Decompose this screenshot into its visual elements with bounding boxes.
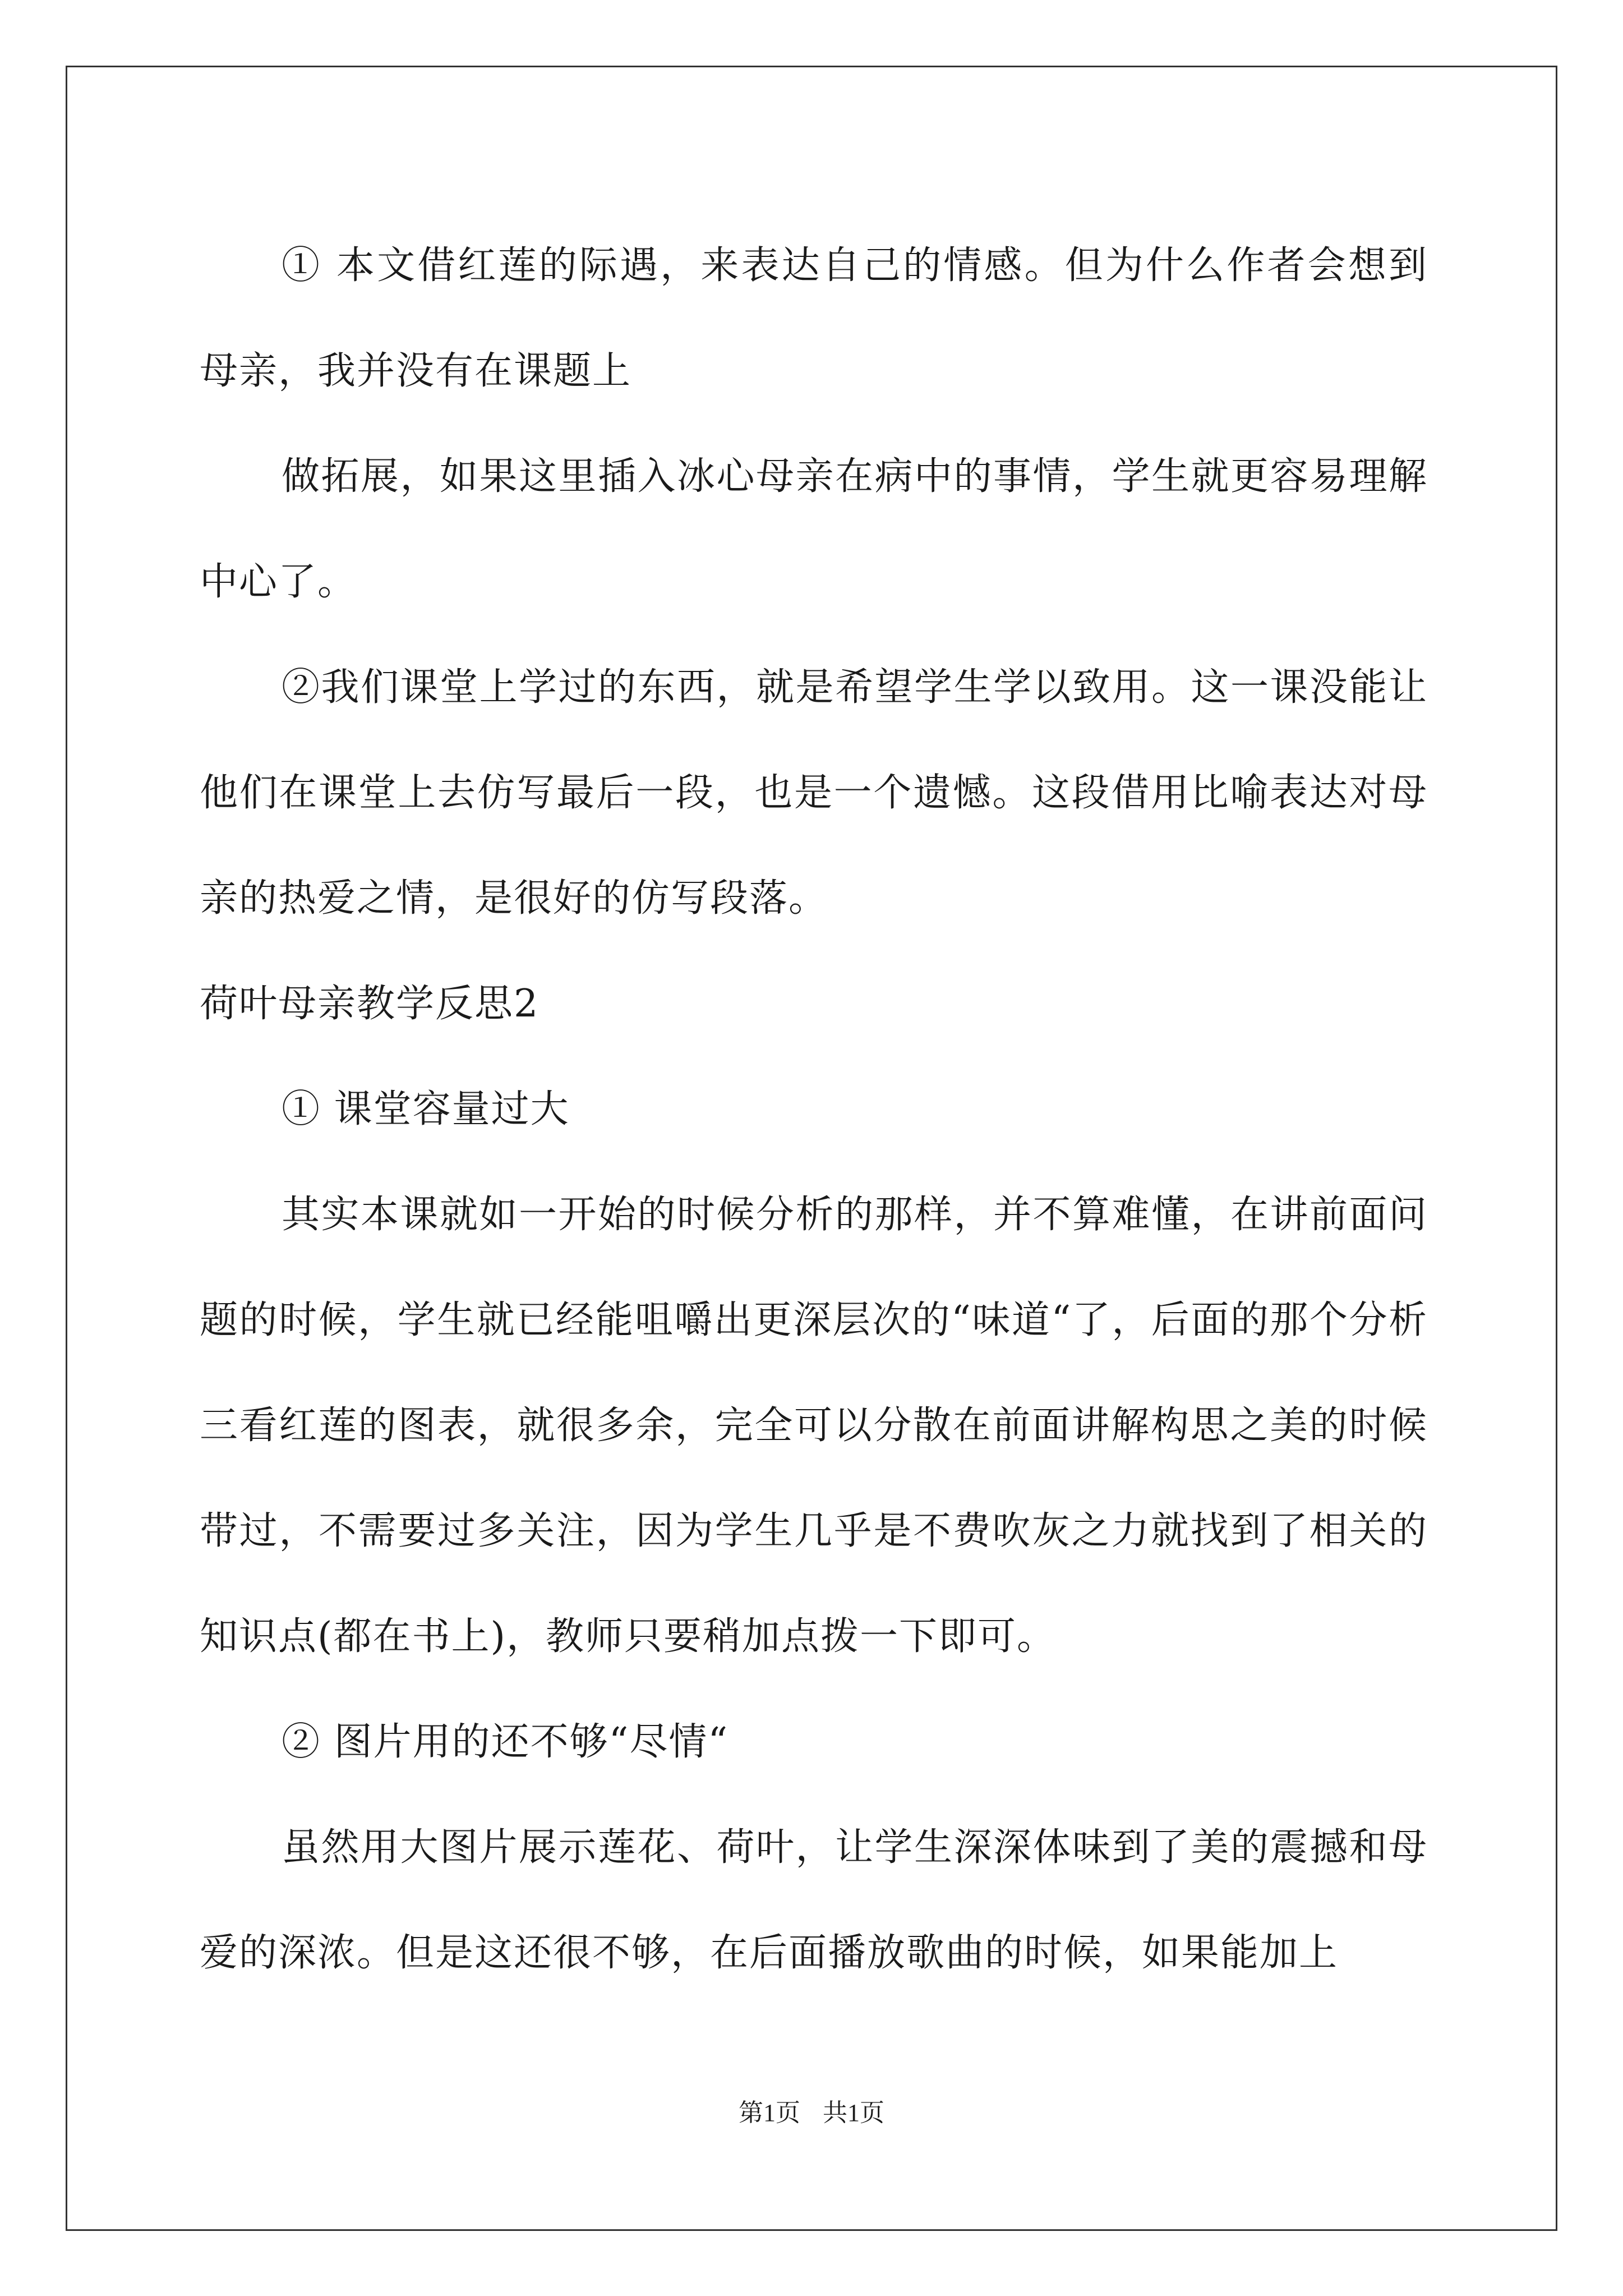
page-footer bbox=[0, 2092, 1623, 2128]
paragraph-6: 其实本课就如一开始的时候分析的那样，并不算难懂，在讲前面问题的时候，学生就已经能咀嚼出更深层次的“味道“了，后面的那个分析三看红莲的图表，就很多余，完全可以分散在前面讲解构思之美的时候带过，不需要过多关注，因为学生几乎是不费吹灰之力就找到了相关的知识点(都在书上)，教师只要稍加点拨一下即可。 bbox=[200, 1193, 1428, 1659]
document-body bbox=[200, 213, 1428, 2006]
page-total: 共1页 bbox=[823, 2099, 884, 2127]
paragraph-1: ① 本文借红莲的际遇，来表达自己的情感。但为什么作者会想到母亲，我并没有在课题上 bbox=[200, 243, 1428, 393]
page-number: 第1页 bbox=[739, 2099, 800, 2127]
section-heading: 荷叶母亲教学反思2 bbox=[200, 982, 540, 1026]
paragraph-2: 做拓展，如果这里插入冰心母亲在病中的事情，学生就更容易理解中心了。 bbox=[200, 454, 1428, 604]
paragraph-8: 虽然用大图片展示莲花、荷叶，让学生深深体味到了美的震撼和母爱的深浓。但是这还很不够，在后面播放歌曲的时候，如果能加上 bbox=[200, 1825, 1428, 1975]
paragraph-7: ② 图片用的还不够“尽情“ bbox=[282, 1720, 729, 1764]
paragraph-3: ②我们课堂上学过的东西，就是希望学生学以致用。这一课没能让他们在课堂上去仿写最后一段，也是一个遗憾。这段借用比喻表达对母亲的热爱之情，是很好的仿写段落。 bbox=[200, 665, 1428, 921]
paragraph-5: ① 课堂容量过大 bbox=[282, 1087, 570, 1131]
